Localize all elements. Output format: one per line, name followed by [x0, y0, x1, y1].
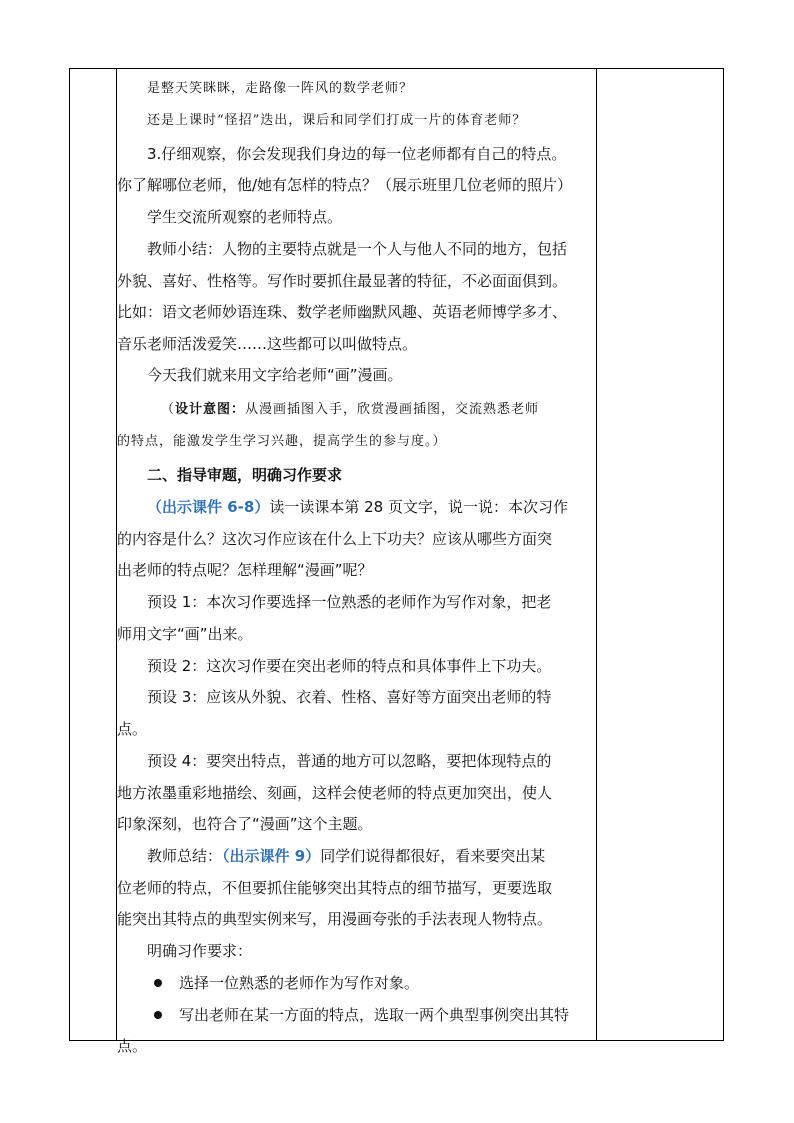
text-segment: 明确习作要求：: [147, 942, 253, 960]
text-segment: 的内容是什么？这次习作应该在什么上下功夫？应该从哪些方面突: [117, 530, 553, 548]
text-line: [117, 909, 552, 929]
courseware-reference: （出示课件 9）: [222, 847, 321, 865]
text-line: [147, 365, 403, 385]
text-segment: 教师总结：: [147, 847, 223, 865]
text-segment: 今天我们就来用文字给老师“画”漫画。: [147, 366, 403, 384]
text-segment: 选择一位熟悉的老师作为写作对象。: [179, 974, 420, 992]
text-line: [117, 271, 567, 291]
text-segment: 是整天笑眯眯，走路像一阵风的数学老师？: [147, 81, 414, 96]
text-segment: 3.仔细观察，你会发现我们身边的每一位老师都有自己的特点。: [147, 145, 567, 163]
text-segment: 位老师的特点，不但要抓住能够突出其特点的细节描写，更要选取: [117, 879, 553, 897]
text-segment: 同学们说得都很好，看来要突出某: [320, 847, 546, 865]
text-line: [147, 497, 568, 517]
text-segment: 写出老师在某一方面的特点，选取一两个典型事例突出其特: [179, 1006, 570, 1024]
text-line: [161, 400, 539, 420]
text-line: [117, 432, 447, 452]
text-line: [147, 846, 545, 866]
text-segment: （: [161, 402, 176, 417]
text-line: [147, 207, 342, 227]
text-line: [147, 79, 413, 99]
lesson-table: [69, 68, 724, 1055]
text-segment: 预设 3：应该从外貌、衣着、性格、喜好等方面突出老师的特: [147, 688, 552, 706]
text-segment: 教师小结：人物的主要特点就是一个人与他人不同的地方，包括: [147, 240, 568, 258]
text-segment: 外貌、喜好、性格等。写作时要抓住最显著的特征，不必面面俱到。: [117, 272, 568, 290]
text-line: [147, 687, 551, 707]
text-line: [117, 560, 373, 580]
text-segment: 点。: [117, 720, 148, 738]
text-segment: 读一读课本第 28 页文字，说一说：本次习作: [269, 498, 568, 516]
text-line: [147, 592, 551, 612]
text-segment: 地方浓墨重彩地描绘、刻画，这样会使老师的特点更加突出，使人: [117, 784, 553, 802]
text-line: [117, 719, 147, 739]
text-segment: 印象深刻，也符合了“漫画”这个主题。: [117, 815, 373, 833]
text-line: [117, 814, 373, 834]
text-line: [147, 941, 252, 961]
text-segment: 二、指导审题，明确习作要求: [147, 466, 343, 484]
bullet-icon: [154, 979, 162, 987]
text-segment: 预设 4：要突出特点，普通的地方可以忽略，要把体现特点的: [147, 752, 552, 770]
courseware-reference: （出示课件 6-8）: [147, 498, 270, 516]
text-segment: 从漫画插图入手，欣赏漫画插图，交流熟悉老师: [245, 402, 540, 417]
text-line: [117, 529, 552, 549]
column-divider-right: [596, 69, 597, 1040]
text-segment: 能突出其特点的典型实例来写，用漫画夸张的手法表现人物特点。: [117, 910, 553, 928]
text-segment: 点。: [117, 1037, 148, 1055]
text-line: [117, 878, 552, 898]
bullet-icon: [154, 1011, 162, 1019]
text-segment: 音乐老师活泼爱笑……这些都可以叫做特点。: [117, 335, 418, 353]
text-line: [179, 973, 419, 993]
text-line: [147, 144, 566, 164]
text-line: [147, 239, 567, 259]
text-segment: 学生交流所观察的老师特点。: [147, 208, 343, 226]
text-segment: 还是上课时“怪招”迭出，课后和同学们打成一片的体育老师？: [147, 113, 527, 128]
text-line: [117, 302, 567, 322]
text-segment: 预设 2：这次习作要在突出老师的特点和具体事件上下功夫。: [147, 657, 552, 675]
text-segment: 设计意图：: [175, 402, 246, 417]
text-segment: 师用文字“画”出来。: [117, 625, 253, 643]
text-line: [117, 334, 417, 354]
text-line: [117, 175, 572, 195]
text-segment: 比如：语文老师妙语连珠、数学老师幽默风趣、英语老师博学多才、: [117, 303, 568, 321]
text-line: [147, 111, 526, 131]
text-segment: 的特点，能激发学生学习兴趣，提高学生的参与度。）: [117, 434, 447, 449]
text-segment: 出老师的特点呢？怎样理解“漫画”呢？: [117, 561, 373, 579]
text-line: [179, 1005, 569, 1025]
text-line: [147, 751, 551, 771]
text-line: [147, 465, 342, 485]
text-line: [117, 1036, 147, 1056]
text-line: [147, 656, 551, 676]
text-segment: 你了解哪位老师，他/她有怎样的特点？（展示班里几位老师的照片）: [117, 176, 573, 194]
text-segment: 预设 1：本次习作要选择一位熟悉的老师作为写作对象，把老: [147, 593, 552, 611]
text-line: [117, 783, 552, 803]
text-line: [117, 624, 253, 644]
